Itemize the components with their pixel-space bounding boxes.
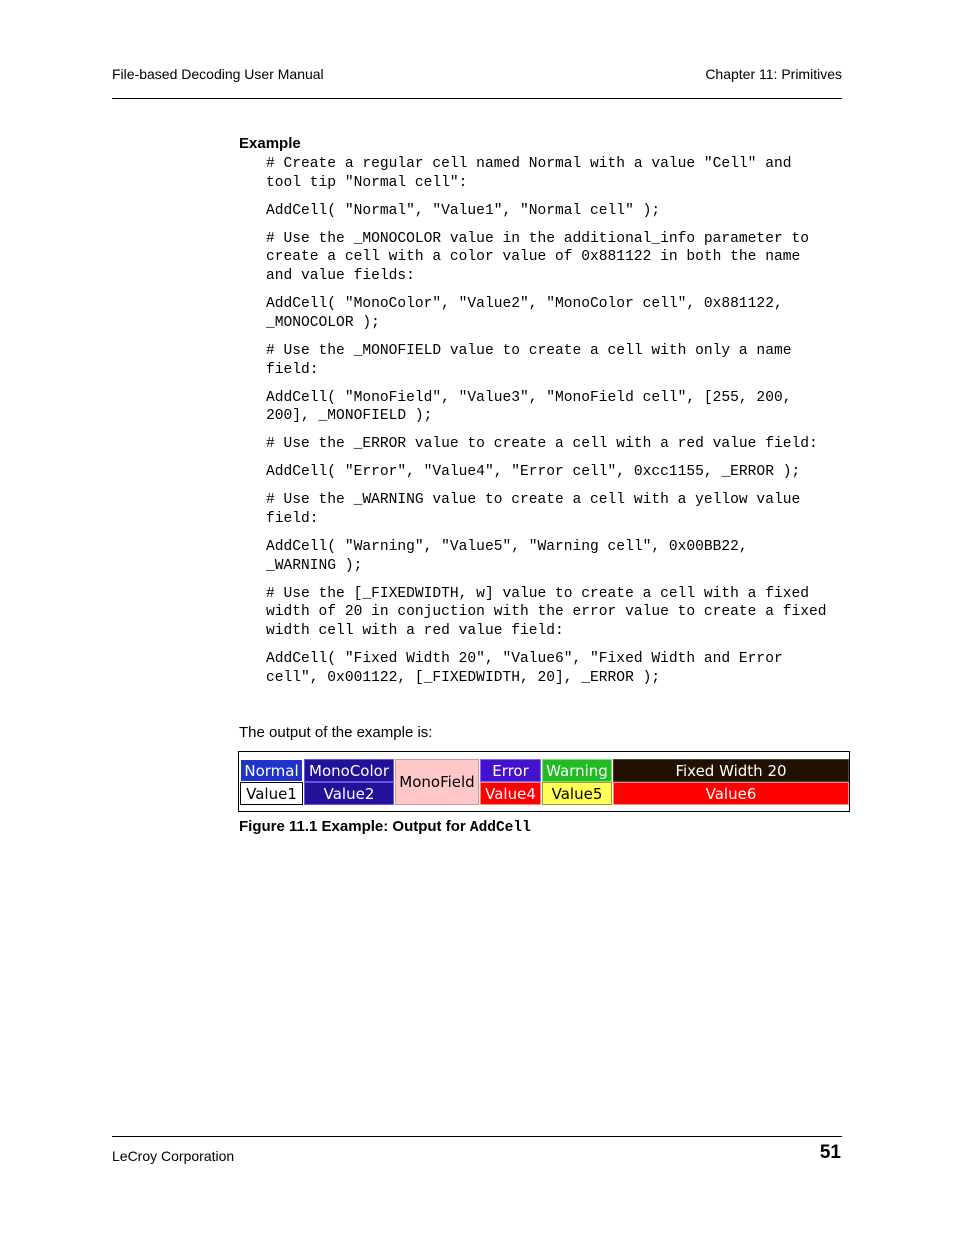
- code-line: width of 20 in conjuction with the error value to create a fixed: [266, 604, 827, 621]
- code-example: [266, 155, 846, 697]
- code-line: 200], _MONOFIELD );: [266, 408, 433, 425]
- header-rule: [112, 98, 842, 99]
- code-block: [266, 538, 846, 575]
- warning-name-cell: Warning: [542, 759, 612, 782]
- code-block: [266, 435, 846, 454]
- code-block: [266, 463, 846, 482]
- fixed-width-name-cell: Fixed Width 20: [613, 759, 849, 782]
- page-number: 51: [819, 1142, 841, 1163]
- running-header-title: File-based Decoding User Manual: [112, 66, 324, 82]
- footer-company: LeCroy Corporation: [112, 1148, 235, 1164]
- code-block: [266, 230, 846, 286]
- code-line: # Create a regular cell named Normal with a value "Cell" and: [266, 156, 792, 172]
- figure-caption-code: AddCell: [469, 820, 531, 836]
- code-line: AddCell( "MonoField", "Value3", "MonoField cell", [255, 200,: [266, 389, 792, 406]
- code-line: _MONOCOLOR );: [266, 314, 380, 331]
- code-line: tool tip "Normal cell":: [266, 174, 468, 191]
- code-block: [266, 342, 846, 379]
- normal-value-cell: Value1: [240, 782, 303, 805]
- code-block: [266, 585, 846, 641]
- normal-name-cell: Normal: [240, 759, 303, 782]
- fixed-width-value-cell: Value6: [613, 782, 849, 805]
- code-block: [266, 491, 846, 528]
- footer-rule: [112, 1136, 842, 1137]
- code-line: create a cell with a color value of 0x881122 in both the name: [266, 249, 801, 266]
- monocolor-value-cell: Value2: [304, 782, 394, 805]
- error-value-cell: Value4: [480, 782, 541, 805]
- code-line: width cell with a red value field:: [266, 623, 564, 640]
- figure-caption-text: Figure 11.1 Example: Output for: [239, 818, 470, 835]
- monocolor-name-cell: MonoColor: [304, 759, 394, 782]
- code-line: # Use the [_FIXEDWIDTH, w] value to create a cell with a fixed: [266, 585, 809, 602]
- code-line: field:: [266, 361, 319, 378]
- figure-caption: [239, 818, 531, 837]
- running-header-chapter: Chapter 11: Primitives: [705, 66, 842, 82]
- code-line: AddCell( "MonoColor", "Value2", "MonoColor cell", 0x881122,: [266, 296, 783, 313]
- code-line: AddCell( "Normal", "Value1", "Normal cell" );: [266, 202, 661, 219]
- code-line: AddCell( "Error", "Value4", "Error cell", 0xcc1155, _ERROR );: [266, 464, 801, 481]
- monofield-cell: MonoField: [395, 759, 479, 805]
- output-intro-text: The output of the example is:: [239, 724, 433, 741]
- code-line: # Use the _ERROR value to create a cell with a red value field:: [266, 436, 818, 453]
- code-line: field:: [266, 510, 319, 527]
- error-name-cell: Error: [480, 759, 541, 782]
- code-line: # Use the _MONOCOLOR value in the additional_info parameter to: [266, 230, 809, 247]
- warning-value-cell: Value5: [542, 782, 612, 805]
- code-block: [266, 155, 846, 192]
- code-line: cell", 0x001122, [_FIXEDWIDTH, 20], _ERROR );: [266, 669, 661, 686]
- code-block: [266, 202, 846, 221]
- code-block: [266, 389, 846, 426]
- code-line: _WARNING );: [266, 557, 363, 574]
- code-line: AddCell( "Warning", "Value5", "Warning cell", 0x00BB22,: [266, 538, 748, 555]
- code-line: # Use the _WARNING value to create a cell with a yellow value: [266, 492, 801, 509]
- addcell-output-figure: [238, 751, 850, 812]
- code-line: AddCell( "Fixed Width 20", "Value6", "Fixed Width and Error: [266, 651, 783, 668]
- example-heading: Example: [239, 135, 301, 152]
- code-block: [266, 295, 846, 332]
- code-line: # Use the _MONOFIELD value to create a cell with only a name: [266, 342, 792, 359]
- code-line: and value fields:: [266, 268, 415, 285]
- code-block: [266, 650, 846, 687]
